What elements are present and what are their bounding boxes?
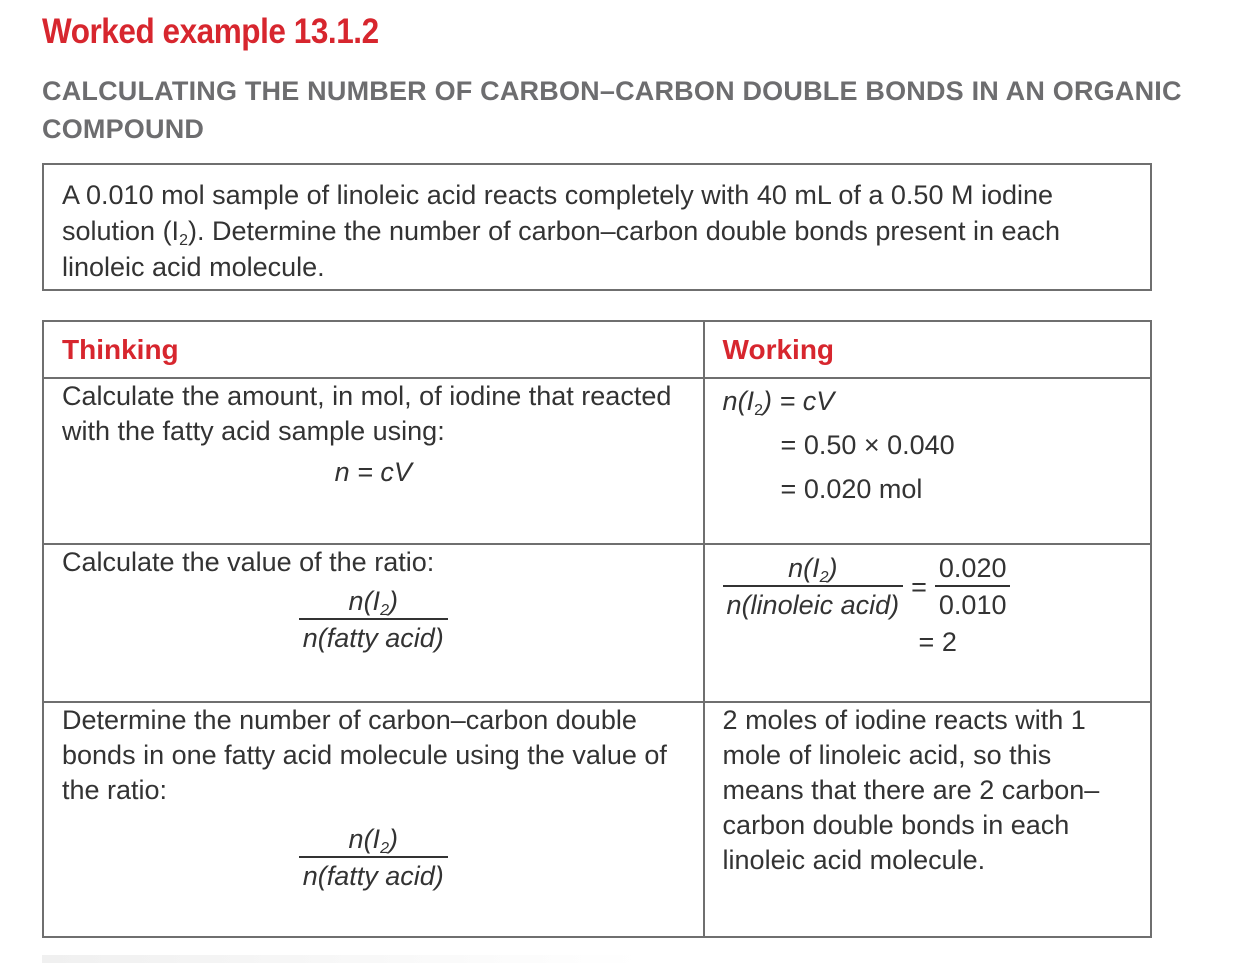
thinking-cell	[43, 702, 704, 937]
worked-example-title: Worked example 13.1.2	[42, 12, 379, 51]
question-text-part2: ). Determine the number of carbon–carbon double bonds present in each linoleic acid molecule.	[62, 216, 1061, 282]
working-cell	[704, 702, 1151, 937]
working-lhs: n(I	[722, 386, 755, 416]
thinking-cell	[43, 378, 704, 544]
thinking-text: Calculate the value of the ratio:	[62, 547, 435, 577]
working-sub: 2	[754, 402, 763, 419]
header-thinking: Thinking	[43, 321, 704, 378]
value-num: 0.020	[938, 553, 1007, 583]
frac-num: n(I	[788, 553, 820, 583]
ratio-calculation	[723, 551, 1132, 623]
cropped-next-text	[42, 955, 642, 963]
thinking-text: Calculate the amount, in mol, of iodine that reacted with the fatty acid sample using:	[62, 381, 672, 446]
table-header-row	[43, 321, 1151, 378]
frac-num-close: )	[388, 824, 398, 854]
worked-solution-table	[42, 320, 1152, 938]
working-line-3: = 0.020 mol	[780, 474, 923, 504]
frac-den: n(fatty acid)	[299, 618, 448, 656]
worked-example-subtitle: CALCULATING THE NUMBER OF CARBON–CARBON DOUBLE BONDS IN AN ORGANIC COMPOUND	[42, 76, 1182, 144]
question-box	[42, 163, 1152, 291]
frac-den: n(fatty acid)	[299, 856, 448, 894]
thinking-cell	[43, 544, 704, 702]
frac-num-close: )	[828, 553, 838, 583]
frac-num: n(I	[348, 824, 381, 854]
header-working: Working	[704, 321, 1151, 378]
frac-sub: 2	[819, 569, 829, 586]
ratio-fraction	[62, 822, 685, 894]
frac-sub: 2	[380, 602, 389, 619]
question-text-part1: A 0.010 mol sample of linoleic acid reacts completely with 40 mL of a 0.50 M iodine solution (I	[62, 180, 1054, 246]
ratio-fraction	[62, 584, 685, 656]
frac-den: n(linoleic acid)	[723, 585, 904, 623]
question-subscript: 2	[179, 232, 188, 249]
working-conclusion: 2 moles of iodine reacts with 1 mole of linoleic acid, so this means that there are 2 carbon–carbon double bonds in each linoleic acid molecule.	[722, 705, 1100, 875]
thinking-text: Determine the number of carbon–carbon double bonds in one fatty acid molecule using the value of the ratio:	[62, 705, 667, 805]
value-den: 0.010	[935, 585, 1011, 623]
ratio-result: = 2	[918, 627, 957, 657]
table-row	[43, 702, 1151, 937]
working-cell	[704, 378, 1151, 544]
working-line-2: = 0.50 × 0.040	[780, 430, 955, 460]
table-row	[43, 544, 1151, 702]
working-rhs: ) = cV	[762, 386, 835, 416]
frac-num: n(I	[348, 586, 381, 616]
equals-sign: =	[911, 571, 927, 602]
thinking-equation: n = cV	[334, 457, 412, 487]
table-row	[43, 378, 1151, 544]
frac-sub: 2	[380, 840, 389, 857]
frac-num-close: )	[388, 586, 398, 616]
working-cell	[704, 544, 1151, 702]
working-line-1	[723, 379, 1132, 423]
